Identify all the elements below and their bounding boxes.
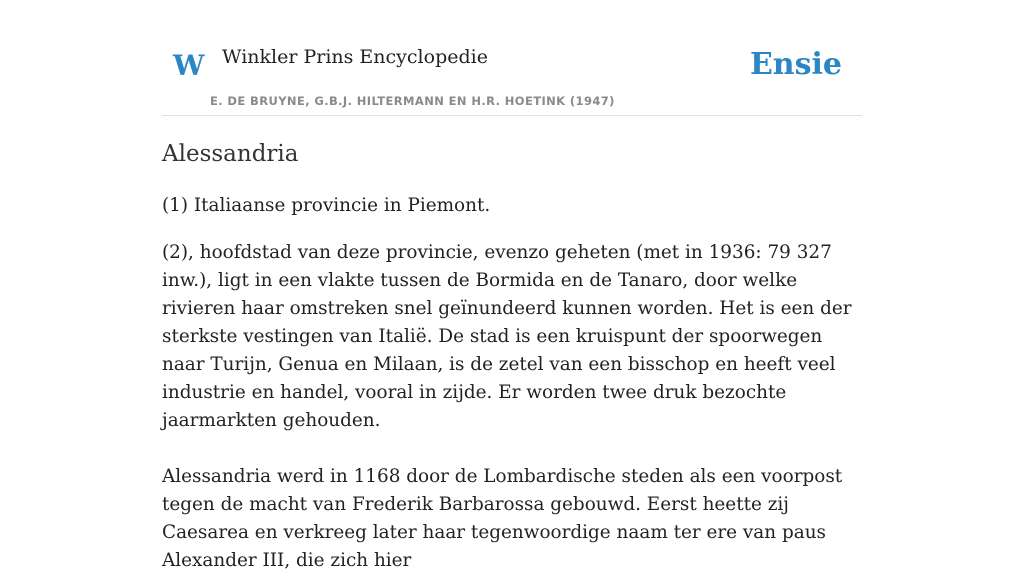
- winkler-prins-logo-icon[interactable]: W: [173, 49, 205, 82]
- site-header: [162, 0, 862, 116]
- article-title: Alessandria: [162, 141, 299, 167]
- article-paragraph: Alessandria werd in 1168 door de Lombardische steden als een voorpost tegen de macht van Frederik Barbarossa gebouwd. Eerst heette zij Caesarea en verkreeg later haar tegenwoordige naam ter ere van paus Alexander III, die zich hier: [162, 466, 843, 571]
- site-title[interactable]: Winkler Prins Encyclopedie: [222, 46, 488, 68]
- article-paragraph: (2), hoofdstad van deze provincie, evenzo geheten (met in 1936: 79 327 inw.), ligt in een vlakte tussen de Bormida en de Tanaro, door welke rivieren haar omstreken snel geïnundeerd kunnen worden. Het is een der sterkste vestingen van Italië. De stad is een kruispunt der spoorwegen naar Turijn, Genua en Milaan, is de zetel van een bisschop en heeft veel industrie en handel, vooral in zijde. Er worden twee druk bezochte jaarmarkten gehouden.: [162, 242, 852, 431]
- article-paragraph: (1) Italiaanse provincie in Piemont.: [162, 195, 491, 216]
- article: [162, 138, 862, 575]
- site-subtitle-authors: E. DE BRUYNE, G.B.J. HILTERMANN EN H.R. HOETINK (1947): [210, 94, 615, 108]
- ensie-brand-link[interactable]: Ensie: [749, 47, 842, 82]
